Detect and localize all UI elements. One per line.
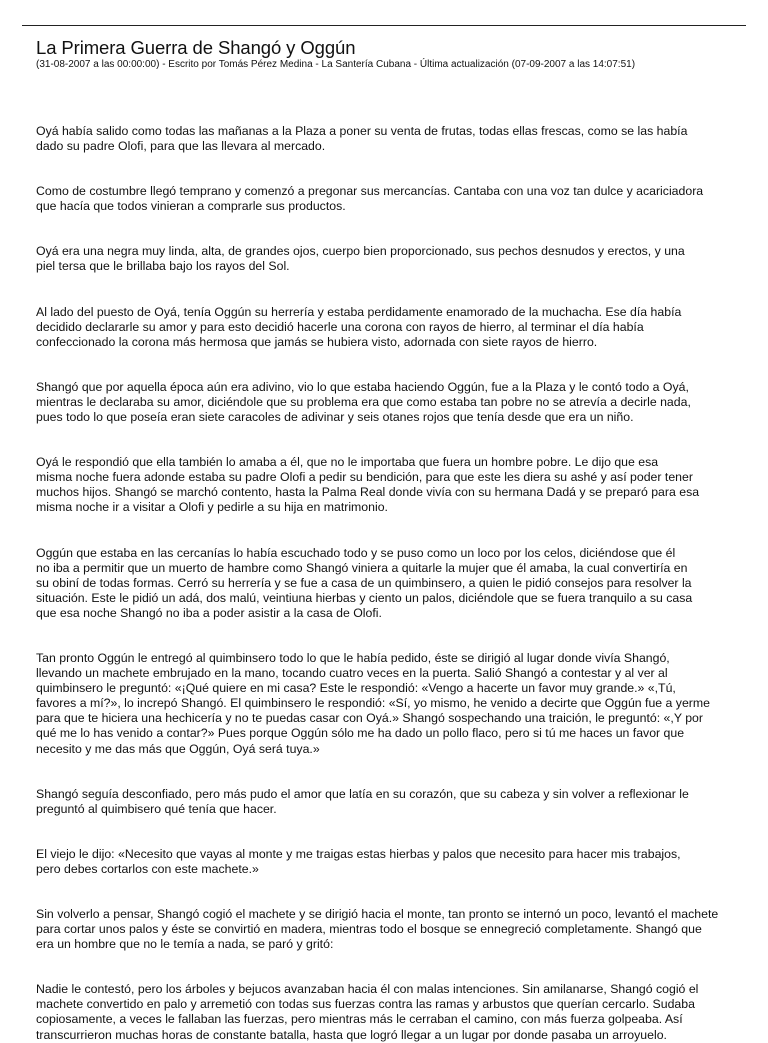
article-header	[36, 37, 756, 71]
paragraph: Shangó que por aquella época aún era adivino, vio lo que estaba haciendo Oggún, fue a la Plaza y le contó todo a Oyá, mientras le declaraba su amor, diciéndole que su problema era que como estaba tan pobre no se atrevía a decirle nada, pues todo lo que poseía eran siete caracoles de adivinar y seis otanes rojos que tenía desde que era un niño.	[36, 379, 691, 425]
paragraph: Oyá era una negra muy linda, alta, de grandes ojos, cuerpo bien proporcionado, sus pechos desnudos y erectos, y una piel tersa que le brillaba bajo los rayos del Sol.	[36, 244, 685, 274]
article-meta: (31-08-2007 a las 00:00:00) - Escrito por Tomás Pérez Medina - La Santería Cubana - Última actualización (07-09-2007 a las 14:07:51)	[36, 59, 636, 70]
paragraph: Oyá le respondió que ella también lo amaba a él, que no le importaba que fuera un hombre pobre. Le dijo que esa misma noche fuera adonde estaba su padre Olofi a pedir su bendición, para que este les diera su ashé y así poder tener muchos hijos. Shangó se marchó contento, hasta la Palma Real donde vivía con su hermana Dadá y se preparó para esa misma noche ir a visitar a Olofi y pedirle a su hija en matrimonio.	[36, 455, 700, 515]
paragraph: Al lado del puesto de Oyá, tenía Oggún su herrería y estaba perdidamente enamorado de la muchacha. Ese día había decidido declararle su amor y para esto decidió hacerle una corona con rayos de hierro, al terminar el día había confeccionado la corona más hermosa que jamás se hubiera visto, adornada con siete rayos de hierro.	[36, 304, 682, 349]
paragraph: Como de costumbre llegó temprano y comenzó a pregonar sus mercancías. Cantaba con una voz tan dulce y acariciadora que hacía que todos vinieran a comprarle sus productos.	[36, 184, 704, 214]
paragraph: Shangó seguía desconfiado, pero más pudo el amor que latía en su corazón, que su cabeza y sin volver a reflexionar le preguntó al quimbisero qué tenía que hacer.	[36, 786, 689, 816]
paragraph: Sin volverlo a pensar, Shangó cogió el machete y se dirigió hacia el monte, tan pronto se internó un poco, levantó el machete para cortar unos palos y éste se convirtió en madera, mientras todo el bosque se ennegreció completamente. Shangó que era un hombre que no le temía a nada, se paró y gritó:	[36, 907, 719, 952]
paragraph: Nadie le contestó, pero los árboles y bejucos avanzaban hacia él con malas intenciones. Sin amilanarse, Shangó cogió el machete convertido en palo y arremetió con todas sus fuerzas contra las ramas y arbustos que querían cercarlo. Sudaba copiosamente, a veces le fallaban las fuerzas, pero mientras más le cerraban el camino, con más fuerza golpeaba. Así transcurrieron muchas horas de constante batalla, hasta que logró llegar a un lugar por donde pasaba un arroyuelo.	[36, 982, 699, 1042]
paragraph: El viejo le dijo: «Necesito que vayas al monte y me traigas estas hierbas y palos que necesito para hacer mis trabajos, pero debes cortarlos con este machete.»	[36, 846, 681, 876]
top-divider	[22, 25, 746, 26]
paragraph: Oyá había salido como todas las mañanas a la Plaza a poner su venta de frutas, todas ellas frescas, como se las había dado su padre Olofi, para que las llevara al mercado.	[36, 124, 688, 154]
article-title: La Primera Guerra de Shangó y Oggún	[36, 37, 356, 58]
article-body	[36, 124, 761, 1043]
paragraph: Tan pronto Oggún le entregó al quimbinsero todo lo que le había pedido, éste se dirigió al lugar donde vivía Shangó, llevando un machete embrujado en la mano, tocando cuatro veces en la puerta. Salió Shangó a contestar y al ver al quimbinsero le preguntó: «¡Qué quiere en mi casa? Este le respondió: «Vengo a hacerte un favor muy grande.» «,Tú, favores a mí?», lo increpó Shangó. El quimbinsero le respondió: «Sí, yo mismo, he venido a decirte que Oggún fue a yerme para que te hiciera una hechicería y no te puedas casar con Oyá.» Shangó sospechando una traición, le preguntó: «,Y por qué me lo has venido a contar?» Pues porque Oggún sólo me ha dado un pollo flaco, pero si tú me haces un favor que necesito y me das más que Oggún, Oyá será tuya.»	[36, 650, 710, 756]
paragraph: Oggún que estaba en las cercanías lo había escuchado todo y se puso como un loco por los celos, diciéndose que él no iba a permitir que un muerto de hambre como Shangó viniera a quitarle la mujer que él amaba, la cual convertiría en su obiní de todas formas. Cerró su herrería y se fue a casa de un quimbinsero, a quien le pidió consejos para resolver la situación. Este le pidió un adá, dos malú, veintiuna hierbas y ciento un palos, diciéndole que se fuera tranquilo a su casa que esa noche Shangó no iba a poder asistir a la casa de Olofi.	[36, 545, 693, 620]
